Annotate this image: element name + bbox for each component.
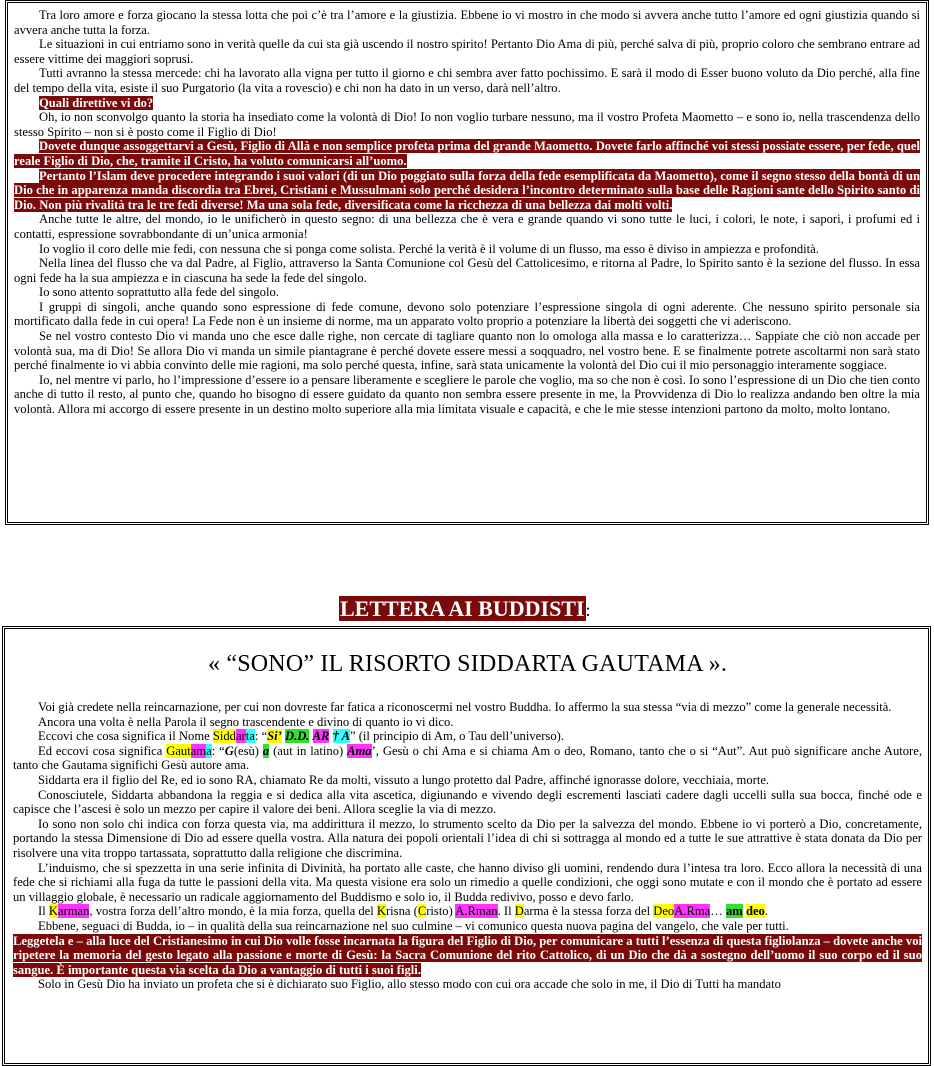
highlight-yellow: D — [514, 904, 524, 919]
text-run: risna ( — [385, 904, 418, 919]
paragraph: Ancora una volta è nella Parola il segno trascendente e divino di quanto io vi dico. — [38, 714, 454, 729]
paragraph: Io voglio il coro delle mie fedi, con nessuna che si ponga come solista. Perché la verità è il volume di un flusso, ma esso è diviso in ampiezza e profondità. — [39, 241, 819, 256]
highlight-cyan: a — [206, 743, 212, 758]
highlight-yellow: Si’ — [267, 729, 282, 744]
highlight-yellow: C — [417, 904, 427, 919]
letter-heading — [339, 596, 591, 622]
paragraph: Tutti avranno la stessa mercede: chi ha lavorato alla vigna per tutto il giorno e chi sembra aver fatto pochissimo. E sarà il modo di Esser buono voluto da Dio perché, alla fine del tempo della vita, esiste il suo Purgatorio (la vita a rovescio) e chi non ha dato in un verso, darà nell’altro. — [14, 66, 920, 95]
text-run: , vostra forza dell’altro mondo, è la mia forza, quella del — [89, 904, 377, 919]
text-run: Eccovi che cosa significa il Nome — [38, 729, 213, 744]
highlight-magenta: AR — [312, 729, 330, 744]
highlight-yellow: idd — [219, 729, 236, 744]
highlight-green: D.D. — [284, 729, 310, 744]
letter-heading-colon: : — [585, 600, 591, 620]
paragraph: Conosciutele, Siddarta abbandona la reggia e si dedica alla vita ascetica, digiunando e vivendo degli escrementi lasciati cadere dagli uccelli sulla sua bocca, finché ode e capisce che l’ascesi è solo un mezzo per capire il valore dei beni. Allora sceglie la via di mezzo. — [13, 787, 922, 817]
paragraph-highlight: Leggetela e – alla luce del Cristianesimo in cui Dio volle fosse incarnata la figura del Figlio di Dio, per comunicare a tutti l’essenza di questa figliolanza – dovete anche voi ripetere la memoria del gesto legato alla passione e morte di Gesù: la Sacra Comunione del rito Cattolico, di un Dio che dà a sostegno dell’uomo il suo corpo ed il suo sangue. È importante questa via scelta da Dio a vantaggio di tutti i suoi figli. — [13, 933, 922, 977]
highlight-cyan: † A — [332, 729, 350, 744]
highlight-yellow: S — [212, 729, 220, 744]
letter-heading-title: LETTERA AI BUDDISTI — [340, 596, 585, 621]
text-run: ” (il principio di Am, o Tau dell’universo). — [349, 729, 564, 744]
highlight-magenta: Ama — [347, 743, 372, 758]
paragraph: I gruppi di singoli, anche quando sono espressione di fede comune, devono solo potenziare l’espressione singola di ogni aderente. Che nessuno spirito personale sia mortificato dalla fede in cui opera! La Fede non è un insieme di norme, ma un apparato volto proprio a potenziare la libertà dei soggetti che vi aderiscono. — [14, 299, 920, 329]
paragraph-name-meaning-siddarta — [13, 729, 922, 744]
text-run: : “ — [254, 729, 268, 744]
letter-subtitle: « “SONO” IL RISORTO SIDDARTA GAUTAMA ». — [207, 651, 728, 677]
highlight-yellow: Deo — [653, 904, 675, 919]
letter-to-muslims-text-box — [5, 0, 929, 525]
paragraph: Le situazioni in cui entriamo sono in verità quelle da cui sta già uscendo il nostro spirito! Pertanto Dio Ama di più, perché salva di più, proprio coloro che sembrano entrare ad essere vittime dei maggiori soprusi. — [14, 37, 920, 66]
highlight-magenta: A.Rman — [455, 904, 498, 919]
paragraph: Voi già credete nella reincarnazione, per cui non dovreste far fatica a riconoscermi nel vostro Buddha. Io affermo la sua stessa “via di mezzo” come la generale necessità. — [38, 700, 892, 714]
highlighted-paragraph — [13, 934, 922, 978]
paragraph: L’induismo, che si spezzetta in una serie infinita di Divinità, ha portato alle caste, che hanno diviso gli uomini, rendendo dura l’intesa tra loro. Ecco allora la necessità di una fede che si richiami alla fuga da tutte le passioni della vita. Ma questa visione era solo un rimedio a quelle condizioni, che oggi sono mutate e con il mondo che è portato ad essere un villaggio globale, è necessario un radicale aggiornamento del Buddismo e solo io, il Budda redivivo, posso e devo farlo. — [13, 860, 922, 904]
text-run: G — [224, 743, 234, 758]
highlight-yellow: K — [48, 904, 58, 919]
letter-to-buddhists-text-box — [2, 626, 931, 1066]
paragraph-highlight: Dovete dunque assoggettarvi a Gesù, Figlio di Allà e non semplice profeta prima del grande Maometto. Dovete farlo affinché voi stessi possiate essere, per fede, quel reale Figlio di Dio, che, tramite il Cristo, ha voluto comunicarsi all’uomo. — [14, 139, 920, 168]
paragraph: Tra loro amore e forza giocano la stessa lotta che poi c’è tra l’amore e la giustizia. Ebbene io vi mostro in che modo si avvera anche tutto l’amore ed ogni giustizia quando si avvera anche tutta la forza. — [14, 8, 920, 37]
paragraph: Io, nel mentre vi parlo, ho l’impressione d’essere io a pensare liberamente e scegliere le parole che voglio, ma so che non è così. Io sono l’espressione di un Dio che tien conto anche di tutto il resto, al punto che, quando ho bisogno di essere guidato da quanto non sembra essere presente in me, la Provvidenza di Dio lo realizza andando ben oltre la mia volontà. Allora mi accorgo di essere presente in un destino molto superiore alla mia limitata visuale e capacità, e che le mie stesse intenzioni partono da molto, molto lontano. — [14, 372, 920, 417]
highlight-yellow: K — [376, 904, 386, 919]
paragraph-highlight: Pertanto l’Islam deve procedere integrando i suoi valori (di un Dio poggiato sulla forza della fede esemplificata da Maometto), come il segno stesso della bontà di un Dio che in apparenza manda discordia tra Ebrei, Cristiani e Mussulmani solo perché desidera l’incontro determinato sulla base delle Ragioni sante dello Spirito santo di Dio. Non più rivalità tra le tre fedi diverse! Ma una sola fede, diversificata come la ricchezza di una bellezza dai molti volti. — [14, 168, 920, 212]
highlighted-paragraph — [14, 169, 920, 213]
text-run: (aut in latino) — [269, 743, 348, 758]
paragraph: Anche tutte le altre, del mondo, io le unificherò in questo segno: di una bellezza che è vera e grande quando vi sono tutte le luci, i colori, le note, i sapori, i profumi ed i contatti, espressione sovrabbondante di un’unica armonia! — [14, 212, 920, 241]
highlight-magenta: arman — [57, 904, 90, 919]
question-heading — [14, 96, 920, 111]
text-run: : “ — [211, 743, 225, 758]
paragraph: Io sono non solo chi indica con forza questa via, ma addirittura il mezzo, lo strumento scelto da Dio per la salvezza del mondo. Ebbene io vi porterò a Dio, concretamente, portando la stessa Dimensione di Dio ad essere quella vostra. Alla natura dei popoli orientali l’idea di chi si sottragga al mondo ed a tutte le sue attrattive è stata donata da Dio per risolvere una vita troppo tartassata, soprattutto dalla religione che discrimina. — [13, 816, 922, 860]
paragraph: Ebbene, seguaci di Budda, io – in qualità della sua reincarnazione nel suo culmine – vi comunico questa nuova pagina del vangelo, che vale per tutti. — [38, 918, 789, 933]
text-run: Ed eccovi cosa significa — [38, 743, 167, 758]
paragraph-karman — [13, 904, 922, 919]
highlight-cyan: ta — [245, 729, 255, 744]
highlighted-paragraph — [14, 139, 920, 168]
text-run: Il — [38, 904, 49, 919]
paragraph: Siddarta era il figlio del Re, ed io sono RA, chiamato Re da molti, vissuto a lungo protetto dal Padre, affinché ignorasse dolore, vecchiaia, morte. — [38, 772, 770, 787]
text-run: . Il — [497, 904, 515, 919]
text-run: ’, Gesù o chi Ama e si chiama Am o deo, Romano, tanto che o si “Aut”. Aut può significare anche Autore, tanto che Gautama significhi Gesù autore ama. — [13, 743, 922, 773]
highlight-green: a — [262, 743, 270, 758]
highlight-magenta: am — [190, 743, 207, 758]
highlight-yellow: deo — [745, 904, 765, 919]
text-run: (esù) — [233, 743, 263, 758]
question-highlight: Quali direttive vi do? — [39, 95, 154, 110]
paragraph: Solo in Gesù Dio ha inviato un profeta che si è dichiarato suo Figlio, allo stesso modo con cui ora accade che solo in me, il Dio di Tutti ha mandato — [38, 977, 781, 992]
paragraph-name-meaning-gautama — [13, 744, 922, 773]
text-run: arma è la stessa forza del — [523, 904, 654, 919]
highlight-yellow: Gaut — [166, 743, 191, 758]
paragraph: Se nel vostro contesto Dio vi manda uno che esce dalle righe, non cercate di tagliare quanto non lo omologa alla massa e lo caratterizza… Sappiate che ciò non accade per volontà sua, ma di Dio! Se allora Dio vi manda un simile piantagrane è perché dovete essere messi a soqquadro, nel vostro bene. E se finalmente potrete ascoltarmi non sarà stato perché finalmente io vi abbia convinto delle mie ragioni, ma solo perché questa, infine, sarà stata unicamente la volontà del Dio cui il mio personaggio interamente soggiace. — [14, 329, 920, 373]
paragraph: Oh, io non sconvolgo quanto la storia ha insediato come la volontà di Dio! Io non voglio turbare nessuno, ma il vostro Profeta Maometto – e sono io, nella trascendenza dello stesso Spirito – non si è posto come il Figlio di Dio! — [14, 110, 920, 139]
text-run: . — [764, 904, 768, 919]
highlight-green: am — [725, 904, 743, 919]
paragraph: Nella linea del flusso che va dal Padre, al Figlio, attraverso la Santa Comunione col Gesù del Cattolicesimo, e ritorna al Padre, lo Spirito santo è la sezione del flusso. In essa ogni fede ha la sua ampiezza e in ciascuna ha sede la fede del singolo. — [14, 256, 920, 285]
text-run: … — [710, 904, 726, 919]
text-run: risto) — [426, 904, 456, 919]
highlight-magenta: A.Rma — [674, 904, 711, 919]
highlight-magenta: ar — [235, 729, 246, 744]
paragraph: Io sono attento soprattutto alla fede del singolo. — [39, 285, 279, 300]
